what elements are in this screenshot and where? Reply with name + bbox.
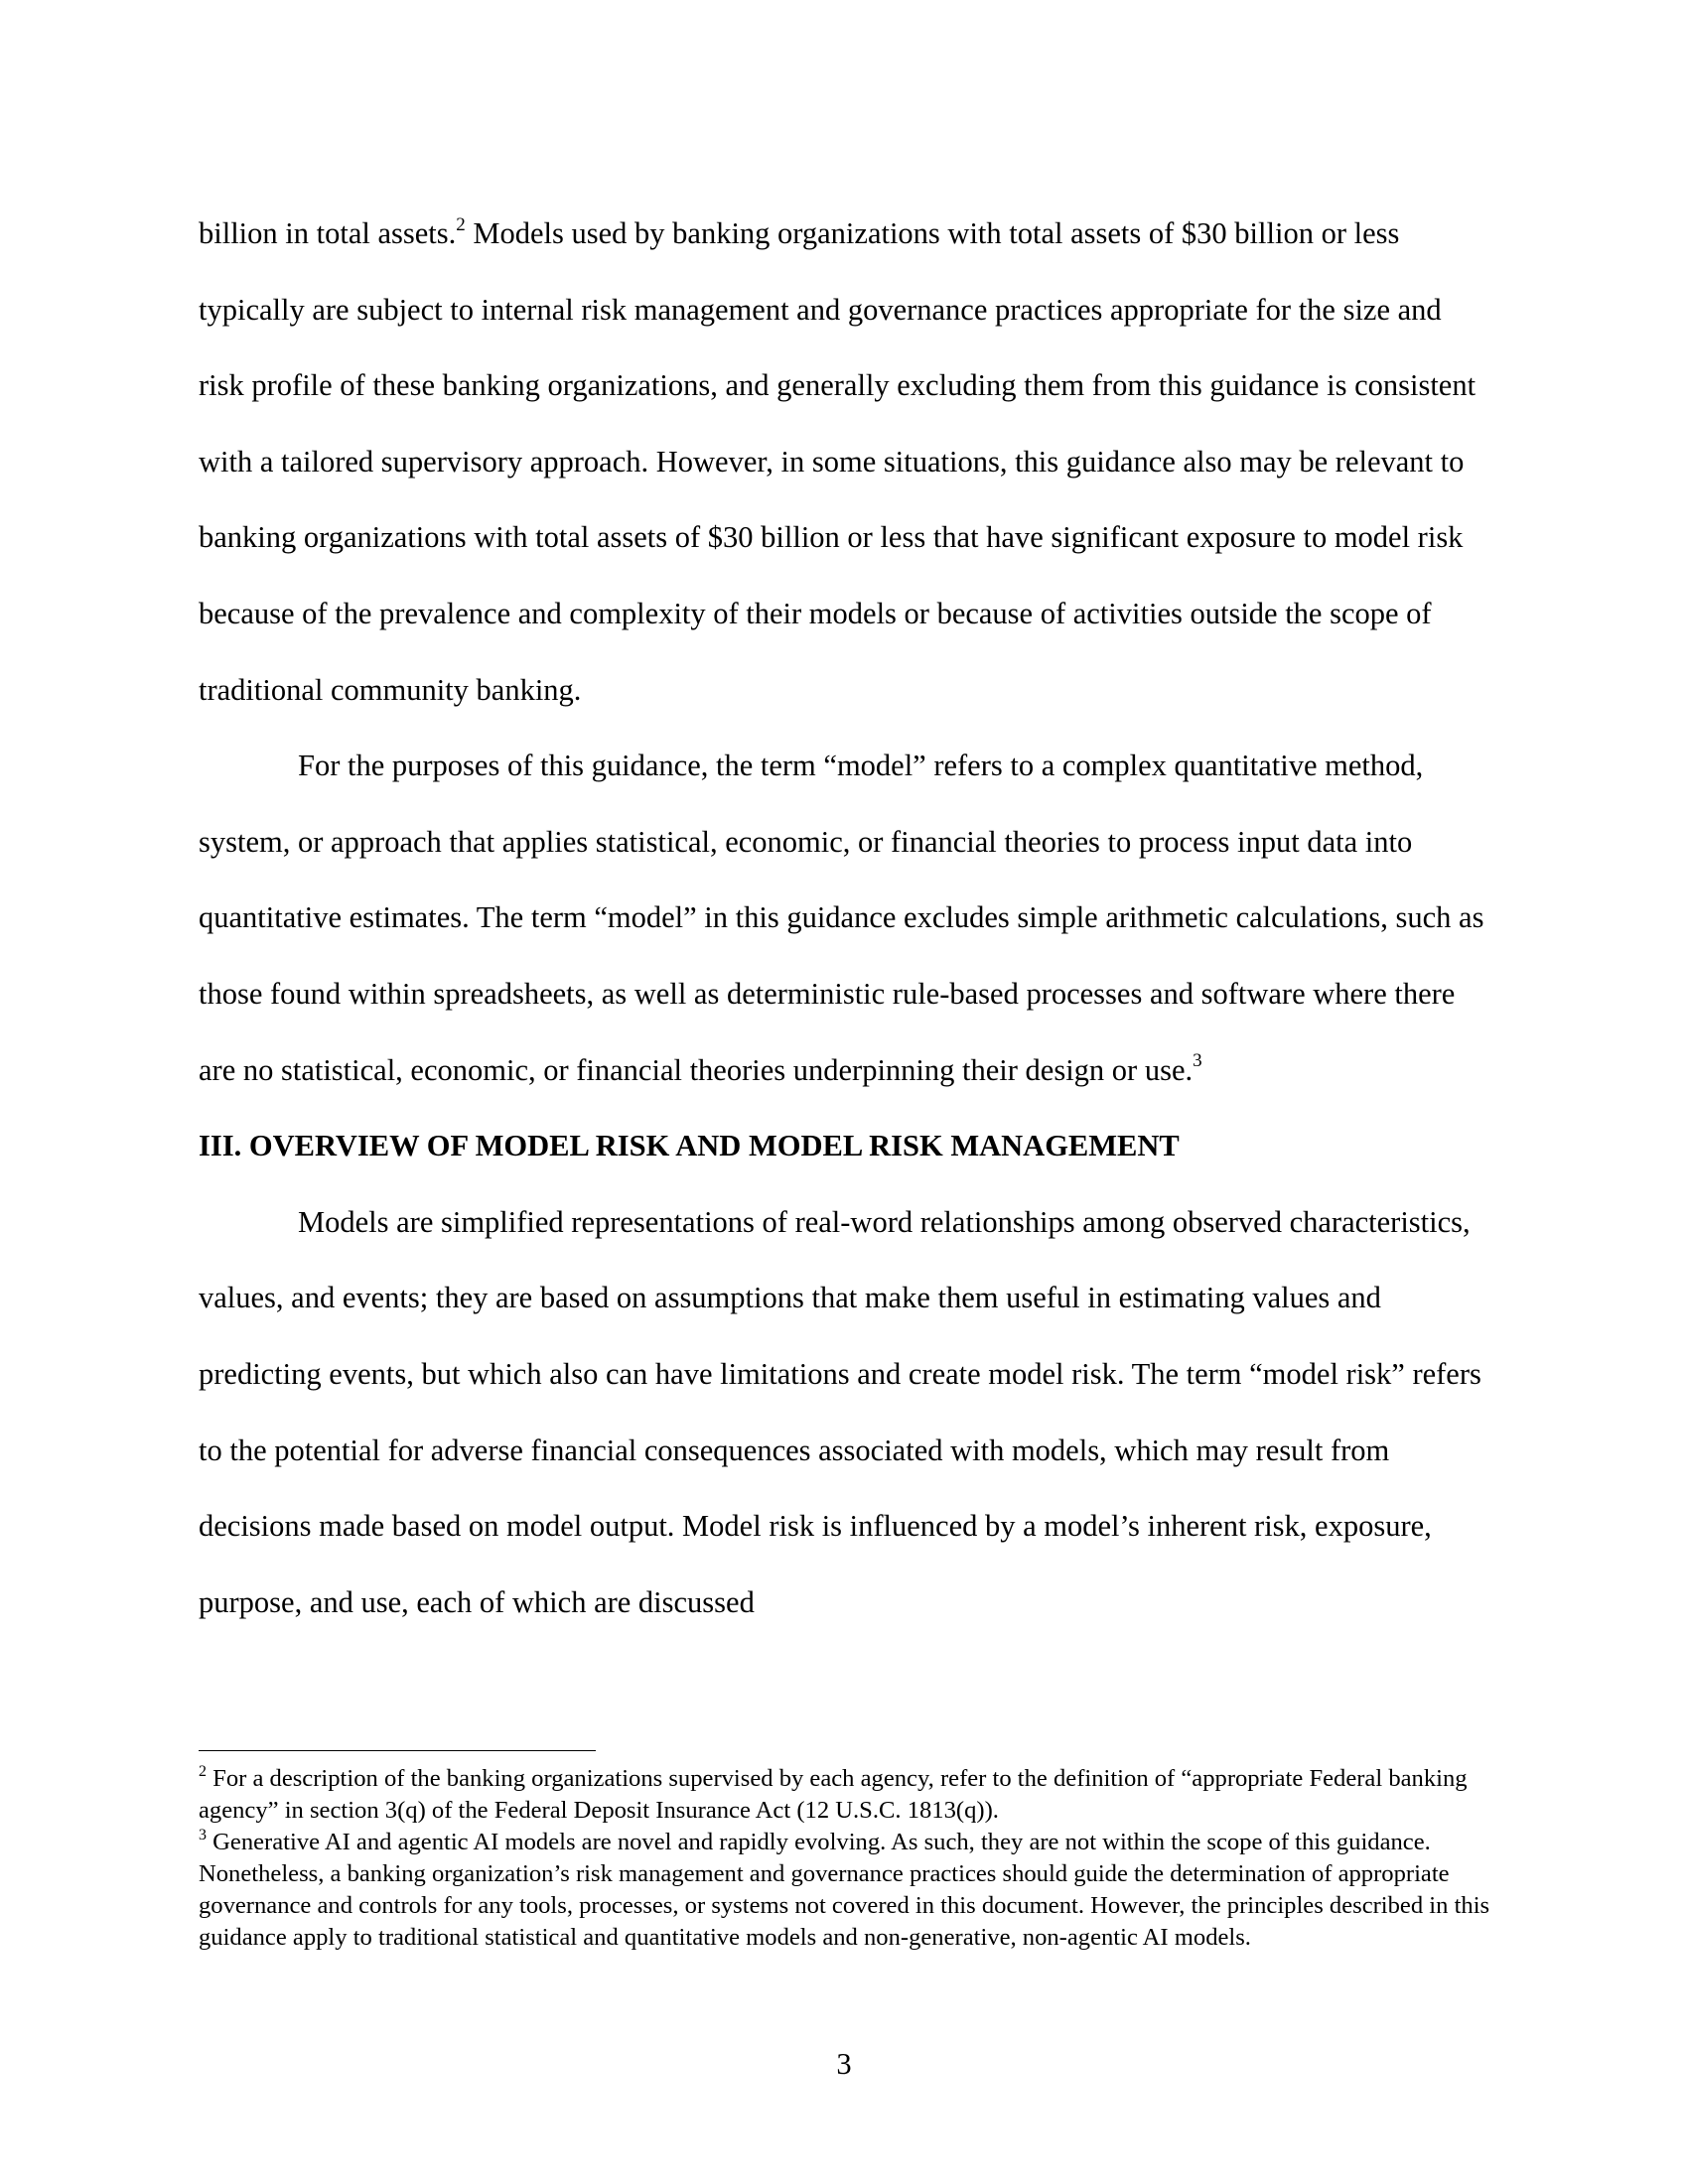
footnote-text: For a description of the banking organizations supervised by each agency, refer to the definition of “appropriate Federal banking agency” in section 3(q) of the Federal Deposit Insurance Act (12 U.S.C. 1813(q)). — [199, 1765, 1468, 1824]
paragraph-text: Models used by banking organizations with total assets of $30 billion or less typically are subject to internal risk management and governance practices appropriate for the size and risk profile of these banking organizations, and generally excluding them from this guidance is consistent with a tailored supervisory approach. However, in some situations, this guidance also may be relevant to banking organizations with total assets of $30 billion or less that have significant exposure to model risk because of the prevalence and complexity of their models or because of activities outside the scope of traditional community banking. — [199, 216, 1477, 707]
footnote-number: 3 — [199, 1826, 207, 1843]
footnote-text: Generative AI and agentic AI models are novel and rapidly evolving. As such, they are not within the scope of this guidance. Nonetheless, a banking organization’s risk management and governance practices should guide the determination of appropriate governance and controls for any tools, processes, or systems not covered in this document. However, the principles described in this guidance apply to traditional statistical and quantitative models and non-generative, non-agentic AI models. — [199, 1829, 1490, 1951]
footnotes — [199, 1763, 1499, 1954]
paragraph-model-risk: Models are simplified representations of real-word relationships among observed characteristics, values, and events; they are based on assumptions that make them useful in estimating values and predicting events, but which also can have limitations and create model risk. The term “model risk” refers to the potential for adverse financial consequences associated with models, which may result from decisions made based on model output. Model risk is influenced by a model’s inherent risk, exposure, purpose, and use, each of which are discussed — [199, 1204, 1481, 1619]
section-heading: III. OVERVIEW OF MODEL RISK AND MODEL RISK MANAGEMENT — [199, 1129, 1180, 1163]
footnote-reference[interactable]: 2 — [456, 213, 466, 235]
paragraph-text: billion in total assets. — [199, 216, 457, 250]
footnote-item — [199, 1763, 1499, 1827]
page-number: 3 — [836, 2047, 852, 2081]
paragraph-scope — [199, 196, 1489, 728]
footnote-item — [199, 1827, 1499, 1954]
paragraph-text: For the purposes of this guidance, the term “model” refers to a complex quantitative method, system, or approach that applies statistical, economic, or financial theories to process input data into quantitative estimates. The term “model” in this guidance excludes simple arithmetic calculations, such as those found within spreadsheets, as well as deterministic rule-based processes and software where there are no statistical, economic, or financial theories underpinning their design or use. — [199, 749, 1484, 1087]
paragraph-model-definition — [199, 728, 1489, 1108]
footnote-reference[interactable]: 3 — [1193, 1050, 1202, 1072]
body-text — [199, 196, 1489, 1640]
footnote-number: 2 — [199, 1762, 207, 1780]
footnote-divider — [199, 1750, 596, 1751]
